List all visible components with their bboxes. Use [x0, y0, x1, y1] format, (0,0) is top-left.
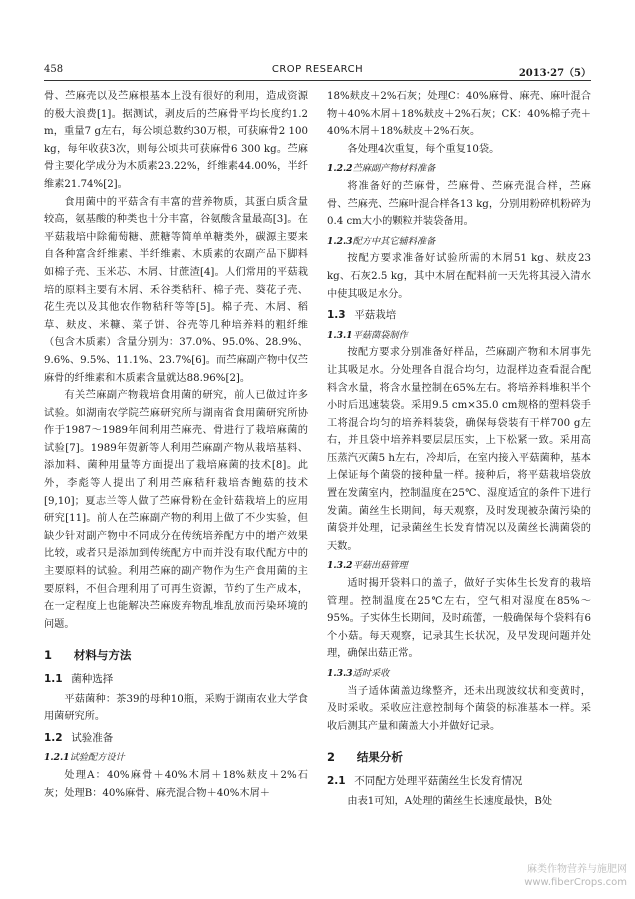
paragraph: 食用菌中的平菇含有丰富的营养物质，其蛋白质含量较高，氨基酸的种类也十分丰富，谷氨酸含量最高[3]。在平菇栽培中除葡萄糖、蔗糖等简单单糖类外，碳源主要来自各种富含纤维素、半纤维素、木质素的农副产品下脚料如棉子壳、玉米芯、木屑、甘蔗渣[4]。人们常用的平菇栽培的原料主要有木屑、禾谷类秸秆、棉子壳、葵花子壳、花生壳以及其他农作物秸秆等等[5]。棉子壳、木屑、稻草、麸皮、米糠、菜子饼、谷壳等几种培养料的粗纤维（包含木质素）含量分别为：37.0%、95.0%、28.9%、9.6%、9.5%、11.1%、23.7%[6]。而苎麻副产物中仅苎麻骨的纤维素和木质素含量就达88.96%[2]。: [44, 196, 308, 384]
subsection-heading: 1.1 菌种选择: [44, 673, 114, 685]
journal-name: CROP RESEARCH: [271, 64, 364, 75]
subsubsection-heading: 1.2.1试验配方设计: [44, 752, 125, 764]
paragraph: 有关苎麻副产物栽培食用菌的研究，前人已做过许多试验。如湖南农学院苎麻研究所与湖南省食用菌研究所协作于1987～1989年间利用苎麻壳、骨进行了栽培麻菌的试验[7]。1989年贺新等人利用苎麻副产物从栽培基料、添加料、菌种用量等方面提出了栽培麻菌的技术[8]。此外，李彪等人提出了利用苎麻秸秆栽培杏鲍菇的技术[9,10]；夏志兰等人做了苎麻骨粉在金针菇栽培上的应用研究[11]。前人在苎麻副产物的利用上做了不少实验，但缺少针对副产物中不同成分在传统培养配方中的增产效果比较，或者只是添加到传统配方中而并没有取代配方中的主要原料的试验。利用苎麻的副产物作为生产食用菌的主要原料，不但合理利用了可再生资源，节约了生产成本，在一定程度上也能解决苎麻废弃物乱堆乱放而污染环境的问题。: [44, 390, 308, 630]
subsection-heading: 1.3 平菇栽培: [327, 309, 397, 322]
paragraph: 18%麸皮＋2%石灰；处理C：40%麻骨、麻壳、麻叶混合物＋40%木屑＋18%麸皮＋2%石灰；CK：40%棉子壳＋40%木屑＋18%麸皮＋2%石灰。: [327, 91, 591, 138]
right-column: [327, 88, 591, 810]
section-heading: 2 结果分析: [327, 750, 403, 765]
paragraph: 将准备好的苎麻骨，苎麻骨、苎麻壳混合样，苎麻骨、苎麻壳、苎麻叶混合样各13 kg，分别用粉碎机粉碎为0.4 cm大小的颗粒并装袋备用。: [327, 180, 591, 228]
paragraph: 适时揭开袋料口的盖子，做好子实体生长发育的栽培管理。控制温度在25℃左右，空气相对湿度在85%～95%。子实体生长期间，及时疏蕾，一般确保每个袋料有6个小菇。每天观察，记录其生长状况，及早发现问题并处理，确保出菇正常。: [327, 578, 591, 660]
paragraph: 各处理4次重复，每个重复10袋。: [347, 143, 500, 155]
subsubsection-heading: 1.3.1平菇菌袋制作: [327, 329, 408, 341]
paragraph: 当子适体菌盖边缘整齐，还未出现波纹状和变黄时，及时采收。采收应注意控制每个菌袋的标准基本一样。采收后测其产量和菌盖大小并做好记录。: [327, 685, 591, 732]
paragraph: 按配方要求准备好试验所需的木屑51 kg、麸皮23 kg、石灰2.5 kg，其中木屑在配料前一天先将其浸入清水中使其吸足水分。: [327, 253, 591, 300]
subsubsection-heading: 1.3.3适时采收: [327, 668, 390, 679]
paragraph: 平菇菌种：茶39的母种10瓶，采购于湖南农业大学食用菌研究所。: [44, 693, 308, 723]
issue-number: 2013·27（5）: [518, 68, 591, 79]
subsubsection-heading: 1.2.3配方中其它辅料准备: [327, 235, 436, 247]
section-heading: 1 材料与方法: [44, 648, 132, 663]
subsubsection-heading: 1.3.2平菇出菇管理: [327, 560, 408, 572]
paragraph: 处理A：40%麻骨＋40%木屑＋18%麸皮＋2%石灰；处理B：40%麻骨、麻壳混合物＋40%木屑＋: [44, 769, 308, 799]
left-column: [44, 88, 308, 802]
paragraph: 由表1可知，A处理的菌丝生长速度最快，B处: [347, 795, 553, 807]
subsection-heading: 2.1 不同配方处理平菇菌丝生长发育情况: [327, 774, 523, 787]
subsubsection-heading: 1.2.2苎麻副产物材料准备: [327, 163, 436, 175]
paragraph: 骨、苎麻壳以及苎麻根基本上没有很好的利用，造成资源的极大浪费[1]。据测试，剥皮后的苎麻骨平均长度约1.2 m，重量7 g左右，每公顷总数约30万根，可获麻骨2 100 kg，每年收获3次，则每公顷共可获麻骨6 300 kg。苎麻骨主要化学成分为木质素23.22%，纤维素44.00%，半纤维素21.74%[2]。: [44, 91, 308, 190]
page-header: [44, 64, 591, 81]
subsection-heading: 1.2 试验准备: [44, 731, 114, 744]
watermark: 麻类作物营养与施肥网 www.fiberCrops.com: [524, 864, 627, 888]
paragraph: 按配方要求分别准备好样品，苎麻副产物和木屑事先让其吸足水。分处理各自混合均匀，边混样边查看混合配料含水量，将含水量控制在65%左右。将培养料堆积半个小时后迅速装袋。采用9.5 cm×35.0 cm规格的塑料袋手工将混合均匀的培养料装袋，确保每袋装有干样700 g左右，并且袋中培养料要层层压实，上下松紧一致。采用高压蒸汽灭菌5 h左右，冷却后，在室内接入平菇菌种，基本上保证每个菌袋的接种量一样。接种后，将平菇栽培袋放置在发菌室内，控制温度在25℃、湿度适宜的条件下进行发菌。菌丝生长期间，每天观察，及时发现被杂菌污染的菌袋并处理，记录菌丝生长发育情况以及菌丝长满菌袋的天数。: [327, 347, 591, 552]
page-number: 458: [44, 64, 64, 75]
